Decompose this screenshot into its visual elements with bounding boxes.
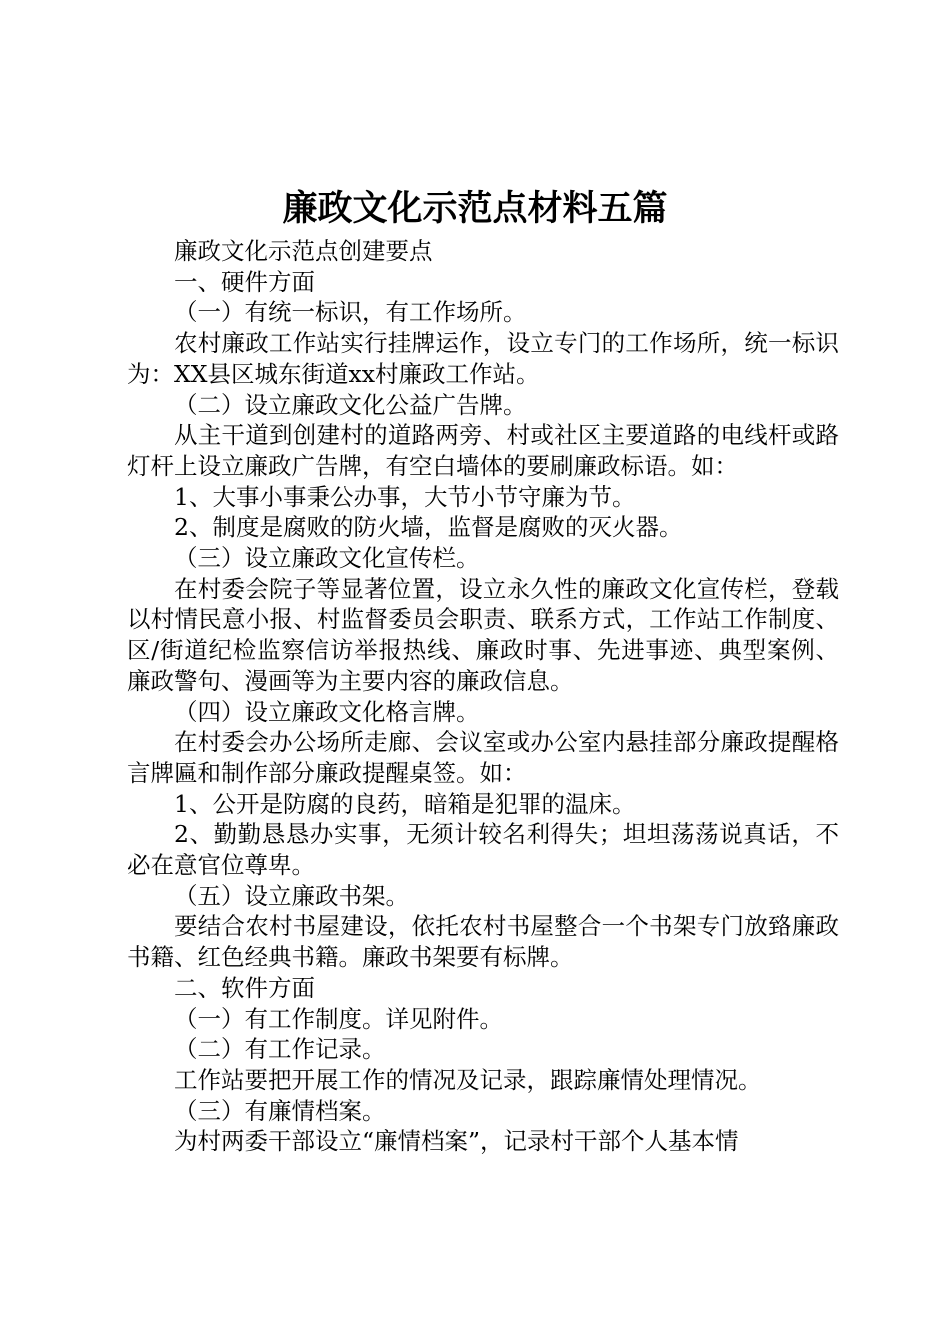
section-heading: 二、软件方面 <box>174 973 315 1002</box>
paragraph: 廉政文化示范点创建要点 <box>174 237 433 265</box>
list-item: 1、公开是防腐的良药，暗箱是犯罪的温床。 <box>174 789 636 818</box>
subsection-heading: （一）有工作制度。详见附件。 <box>174 1004 503 1033</box>
subsection-heading: （五）设立廉政书架。 <box>174 881 409 910</box>
paragraph: 从主干道到创建村的道路两旁、村或社区主要道路的电线杆或路灯杆上设立廉政广告牌，有空白墙体的要刷廉政标语。如： <box>127 421 839 480</box>
paragraph: 在村委会办公场所走廊、会议室或办公室内悬挂部分廉政提醒格言牌匾和制作部分廉政提醒桌签。如： <box>127 728 839 787</box>
subsection-heading: （四）设立廉政文化格言牌。 <box>174 697 480 726</box>
list-item: 1、大事小事秉公办事，大节小节守廉为节。 <box>174 482 636 511</box>
list-item: 2、制度是腐败的防火墙，监督是腐败的灭火器。 <box>174 513 683 542</box>
list-item: 2、勤勤恳恳办实事，无须计较名利得失；坦坦荡荡说真话，不必在意官位尊卑。 <box>127 820 839 880</box>
subsection-heading: （二）有工作记录。 <box>174 1035 386 1064</box>
subsection-heading: （三）有廉情档案。 <box>174 1096 386 1125</box>
section-heading: 一、硬件方面 <box>174 267 315 296</box>
document-title: 廉政文化示范点材料五篇 <box>282 188 668 229</box>
paragraph: 在村委会院子等显著位置，设立永久性的廉政文化宣传栏，登载以村情民意小报、村监督委员会职责、联系方式，工作站工作制度、区/街道纪检监察信访举报热线、廉政时事、先进事迹、典型案例、廉政警句、漫画等为主要内容的廉政信息。 <box>127 574 839 695</box>
document-body <box>127 236 839 1157</box>
subsection-heading: （三）设立廉政文化宣传栏。 <box>174 544 480 573</box>
paragraph: 要结合农村书屋建设，依托农村书屋整合一个书架专门放臵廉政书籍、红色经典书籍。廉政书架要有标牌。 <box>127 912 839 972</box>
subsection-heading: （二）设立廉政文化公益广告牌。 <box>174 390 527 419</box>
subsection-heading: （一）有统一标识，有工作场所。 <box>174 298 527 327</box>
paragraph: 为村两委干部设立“廉情档案”，记录村干部个人基本情 <box>174 1127 739 1156</box>
paragraph: 农村廉政工作站实行挂牌运作，设立专门的工作场所，统一标识为：XX县区城东街道xx村廉政工作站。 <box>127 329 839 388</box>
paragraph: 工作站要把开展工作的情况及记录，跟踪廉情处理情况。 <box>174 1065 762 1094</box>
